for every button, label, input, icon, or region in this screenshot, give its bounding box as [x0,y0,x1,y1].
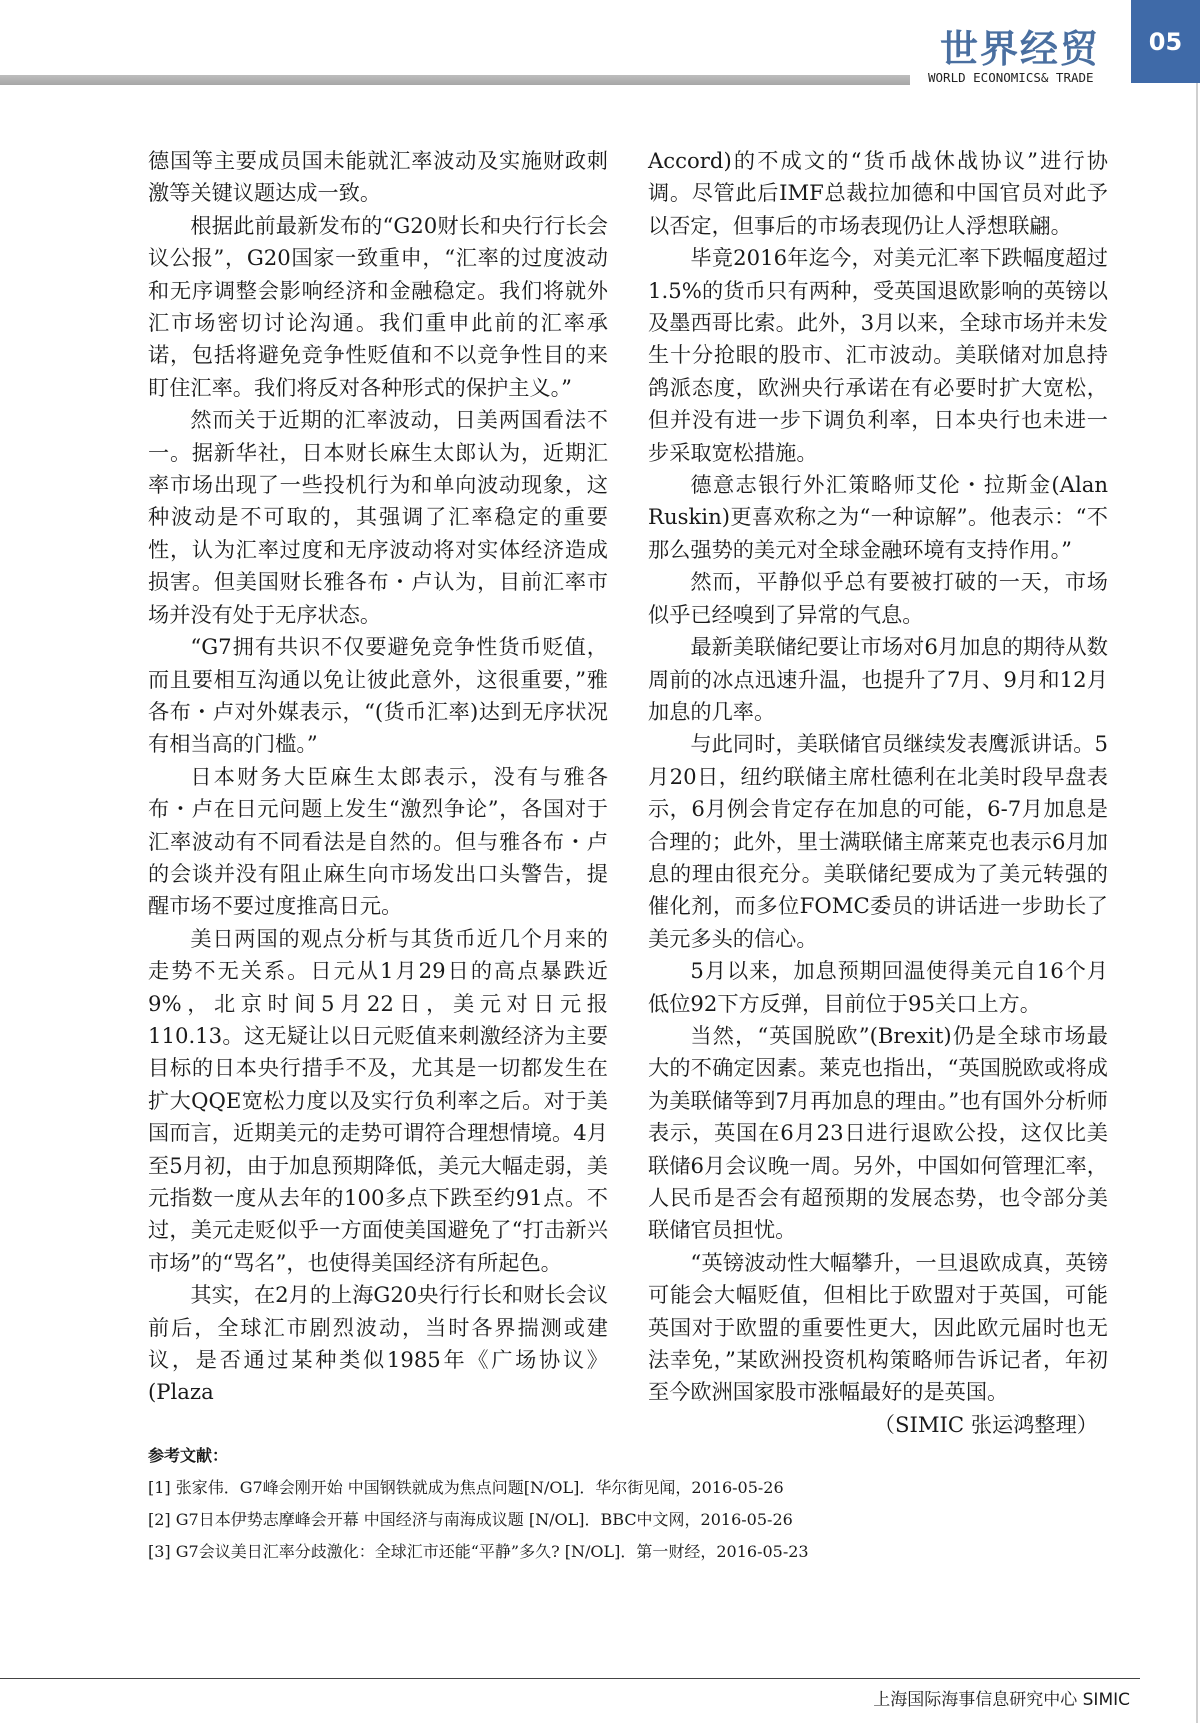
paragraph: 根据此前最新发布的“G20财长和央行行长会议公报”，G20国家一致重申，“汇率的过度波动和无序调整会影响经济和金融稳定。我们将就外汇市场密切讨论沟通。我们重申此前的汇率承诺，包括将避免竞争性贬值和不以竞争性目的来盯住汇率。我们将反对各种形式的保护主义。” [148,212,608,400]
magazine-title: 世界经贸 [940,27,1101,71]
paragraph: 德国等主要成员国未能就汇率波动及实施财政刺激等关键议题达成一致。 [148,148,608,206]
header-bar [0,75,910,85]
paragraph: Accord)的不成文的“货币战休战协议”进行协调。尽管此后IMF总裁拉加德和中国官员对此予以否定，但事后的市场表现仍让人浮想联翩。 [648,148,1108,238]
right-column [648,145,1108,1441]
paragraph: 其实，在2月的上海G20央行行长和财长会议前后，全球汇市剧烈波动，当时各界揣测或建议，是否通过某种类似1985年《广场协议》(Plaza [148,1282,608,1405]
paragraph: 德意志银行外汇策略师艾伦・拉斯金(Alan Ruskin)更喜欢称之为“一种谅解”。他表示：“不那么强势的美元对全球金融环境有支持作用。” [648,472,1108,562]
reference-item: [1] 张家伟．G7峰会刚开始 中国钢铁就成为焦点问题[N/OL]．华尔街见闻，2016-05-26 [148,1478,784,1497]
paragraph: “英镑波动性大幅攀升，一旦退欧成真，英镑可能会大幅贬值，但相比于欧盟对于英国，可能英国对于欧盟的重要性更大，因此欧元届时也无法幸免，”某欧洲投资机构策略师告诉记者，年初至今欧洲国家股市涨幅最好的是英国。 [648,1249,1108,1405]
references-heading: 参考文献： [148,1446,229,1465]
reference-item: [2] G7日本伊势志摩峰会开幕 中国经济与南海成议题 [N/OL]．BBC中文网，2016-05-26 [148,1510,793,1529]
footer-rule [0,1678,1140,1679]
paragraph: 然而关于近期的汇率波动，日美两国看法不一。据新华社，日本财长麻生太郎认为，近期汇率市场出现了一些投机行为和单向波动现象，这种波动是不可取的，其强调了汇率稳定的重要性，认为汇率过度和无序波动将对实体经济造成损害。但美国财长雅各布・卢认为，目前汇率市场并没有处于无序状态。 [148,407,608,627]
paragraph: 日本财务大臣麻生太郎表示，没有与雅各布・卢在日元问题上发生“激烈争论”，各国对于汇率波动有不同看法是自然的。但与雅各布・卢的会谈并没有阻止麻生向市场发出口头警告，提醒市场不要过度推高日元。 [148,763,608,919]
paragraph: 然而，平静似乎总有要被打破的一天，市场似乎已经嗅到了异常的气息。 [648,569,1108,627]
paragraph: 当然，“英国脱欧”(Brexit)仍是全球市场最大的不确定因素。莱克也指出，“英国脱欧或将成为美联储等到7月再加息的理由。”也有国外分析师表示，英国在6月23日进行退欧公投，这仅比美联储6月会议晚一周。另外，中国如何管理汇率，人民币是否会有超预期的发展态势，也令部分美联储官员担忧。 [648,1022,1108,1243]
magazine-subtitle: WORLD ECONOMICS& TRADE [928,70,1094,85]
paragraph: 与此同时，美联储官员继续发表鹰派讲话。5月20日，纽约联储主席杜德利在北美时段早盘表示，6月例会肯定存在加息的可能，6-7月加息是合理的；此外，里士满联储主席莱克也表示6月加息的理由很充分。美联储纪要成为了美元转强的催化剂，而多位FOMC委员的讲话进一步助长了美元多头的信心。 [648,731,1108,951]
page-number: 05 [1148,27,1183,56]
reference-item: [3] G7会议美日汇率分歧激化：全球汇市还能“平静”多久? [N/OL]．第一财经，2016-05-23 [148,1542,809,1561]
page-edge-rule [1196,83,1198,1723]
references [148,1440,1108,1568]
paragraph: 5月以来，加息预期回温使得美元自16个月低位92下方反弹，目前位于95关口上方。 [648,958,1108,1016]
paragraph: 毕竟2016年迄今，对美元汇率下跌幅度超过1.5%的货币只有两种，受英国退欧影响的英镑以及墨西哥比索。此外，3月以来，全球市场并未发生十分抢眼的股市、汇市波动。美联储对加息持鸽派态度，欧洲央行承诺在有必要时扩大宽松，但并没有进一步下调负利率，日本央行也未进一步采取宽松措施。 [648,245,1108,465]
paragraph: 美日两国的观点分析与其货币近几个月来的走势不无关系。日元从1月29日的高点暴跌近9%，北京时间5月22日，美元对日元报110.13。这无疑让以日元贬值来刺激经济为主要目标的日本央行措手不及，尤其是一切都发生在扩大QQE宽松力度以及实行负利率之后。对于美国而言，近期美元的走势可谓符合理想情境。4月至5月初，由于加息预期降低，美元大幅走弱，美元指数一度从去年的100多点下跌至约91点。不过，美元走贬似乎一方面使美国避免了“打击新兴市场”的“骂名”，也使得美国经济有所起色。 [148,925,608,1275]
author-signature: （SIMIC 张运鸿整理） [873,1411,1098,1437]
left-column [148,145,608,1409]
footer-publisher: 上海国际海事信息研究中心 SIMIC [873,1690,1130,1710]
paragraph: 最新美联储纪要让市场对6月加息的期待从数周前的冰点迅速升温，也提升了7月、9月和12月加息的几率。 [648,634,1108,724]
paragraph: “G7拥有共识不仅要避免竞争性货币贬值，而且要相互沟通以免让彼此意外，这很重要，”雅各布・卢对外媒表示，“(货币汇率)达到无序状况有相当高的门槛。” [148,634,608,757]
page-number-badge [1131,0,1200,83]
